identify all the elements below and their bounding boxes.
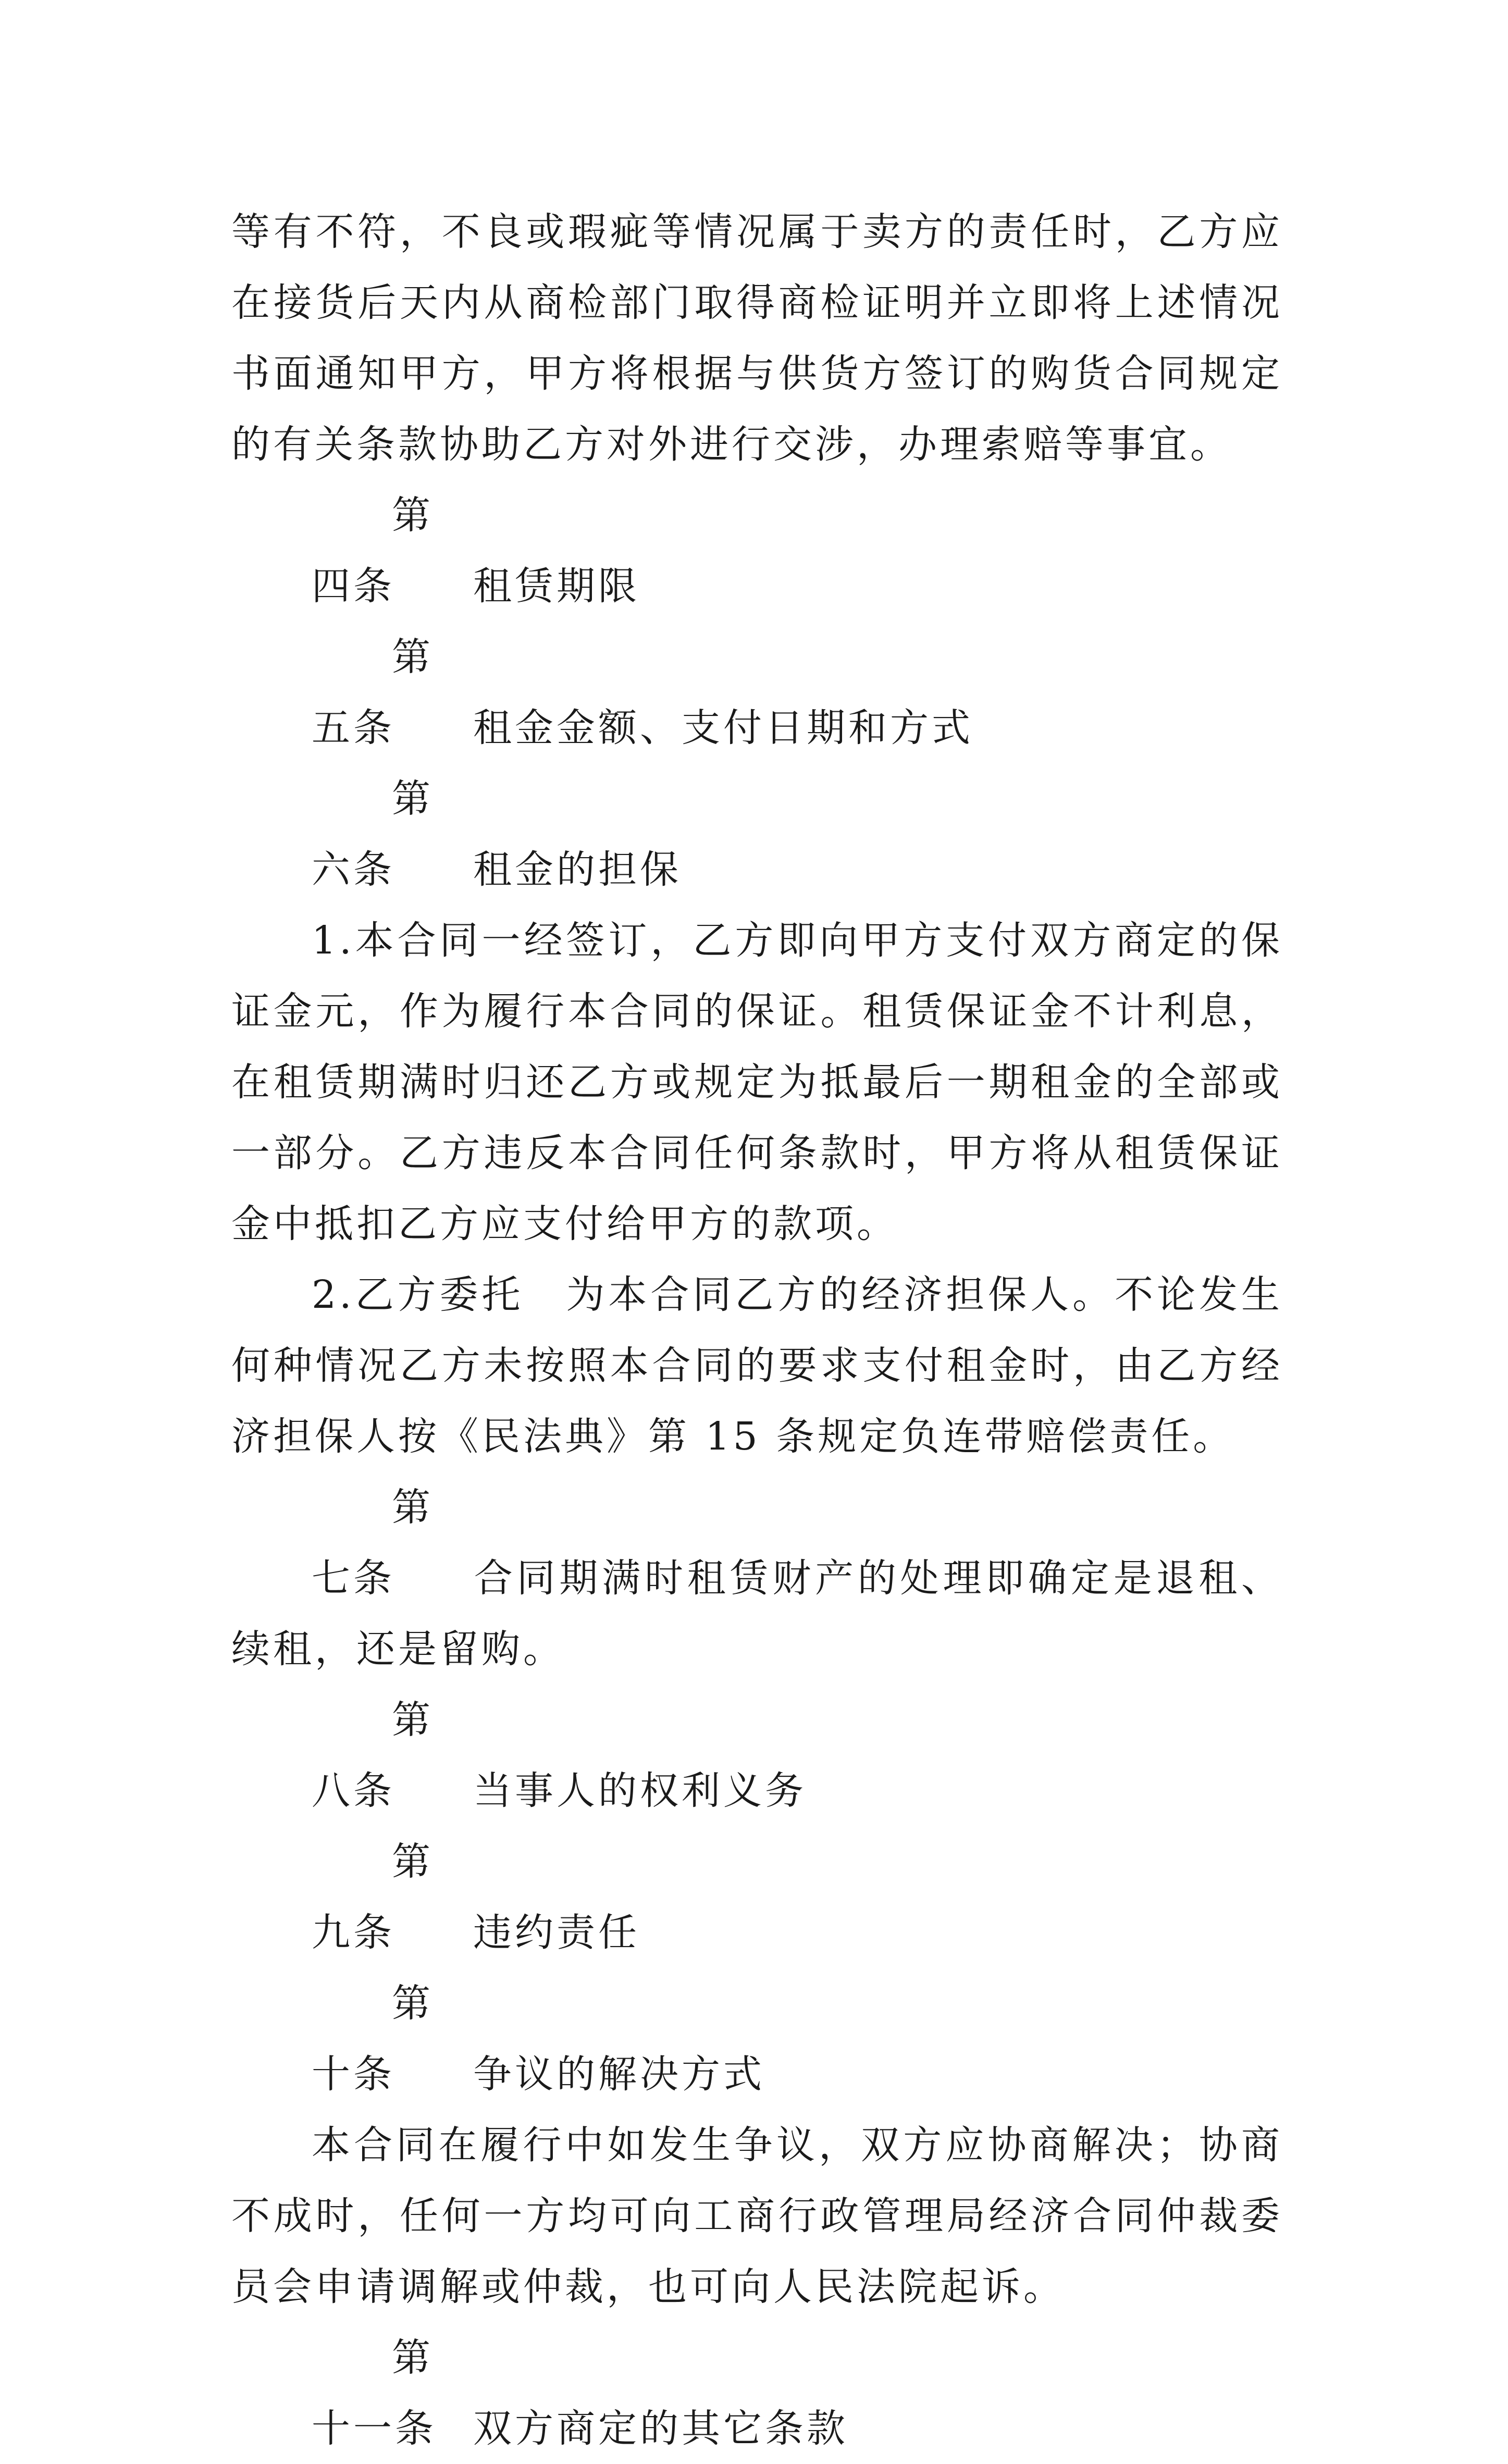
article-number: 第十一条 — [312, 2335, 437, 2451]
article-title: 当事人的权利义务 — [473, 1768, 807, 1813]
article-5-heading — [231, 622, 1283, 763]
article-7-heading — [231, 1472, 1283, 1685]
article-number: 第四条 — [312, 493, 434, 609]
paragraph-guarantor: 2.乙方委托 为本合同乙方的经济担保人。不论发生何种情况乙方未按照本合同的要求支付租金时，由乙方经济担保人按《民法典》第 15 条规定负连带赔偿责任。 — [231, 1272, 1283, 1459]
article-title: 租金金额、支付日期和方式 — [473, 705, 973, 750]
article-number: 第六条 — [312, 776, 434, 892]
article-title: 租赁期限 — [473, 564, 640, 609]
article-title: 租金的担保 — [473, 847, 682, 892]
article-title: 合同期满时租赁财产的处理即确定是退租、续租，还是留购。 — [231, 1556, 1283, 1671]
article-number: 第十条 — [312, 1981, 434, 2097]
article-11-heading — [231, 2322, 1283, 2464]
article-title: 违约责任 — [473, 1910, 640, 1955]
article-title: 争议的解决方式 — [473, 2052, 765, 2097]
paragraph-dispute-resolution: 本合同在履行中如发生争议，双方应协商解决；协商不成时，任何一方均可向工商行政管理局经济合同仲裁委员会申请调解或仲裁，也可向人民法院起诉。 — [231, 2123, 1283, 2309]
article-number: 第五条 — [312, 635, 434, 750]
article-4-heading — [231, 480, 1283, 622]
article-number: 第七条 — [312, 1485, 434, 1601]
article-9-heading — [231, 1826, 1283, 1968]
article-8-heading — [231, 1685, 1283, 1826]
document-body — [231, 196, 1283, 2464]
article-number: 第八条 — [312, 1698, 434, 1813]
article-title: 双方商定的其它条款 — [473, 2406, 848, 2451]
paragraph-deposit: 1.本合同一经签订，乙方即向甲方支付双方商定的保证金元，作为履行本合同的保证。租赁保证金不计利息，在租赁期满时归还乙方或规定为抵最后一期租金的全部或一部分。乙方违反本合同任何条款时，甲方将从租赁保证金中抵扣乙方应支付给甲方的款项。 — [231, 918, 1283, 1246]
article-6-heading — [231, 763, 1283, 905]
article-number: 第九条 — [312, 1839, 434, 1955]
article-10-heading — [231, 1968, 1283, 2110]
paragraph-inspection-claims: 等有不符，不良或瑕疵等情况属于卖方的责任时，乙方应在接货后天内从商检部门取得商检证明并立即将上述情况书面通知甲方，甲方将根据与供货方签订的购货合同规定的有关条款协助乙方对外进行交涉，办理索赔等事宜。 — [231, 209, 1283, 467]
